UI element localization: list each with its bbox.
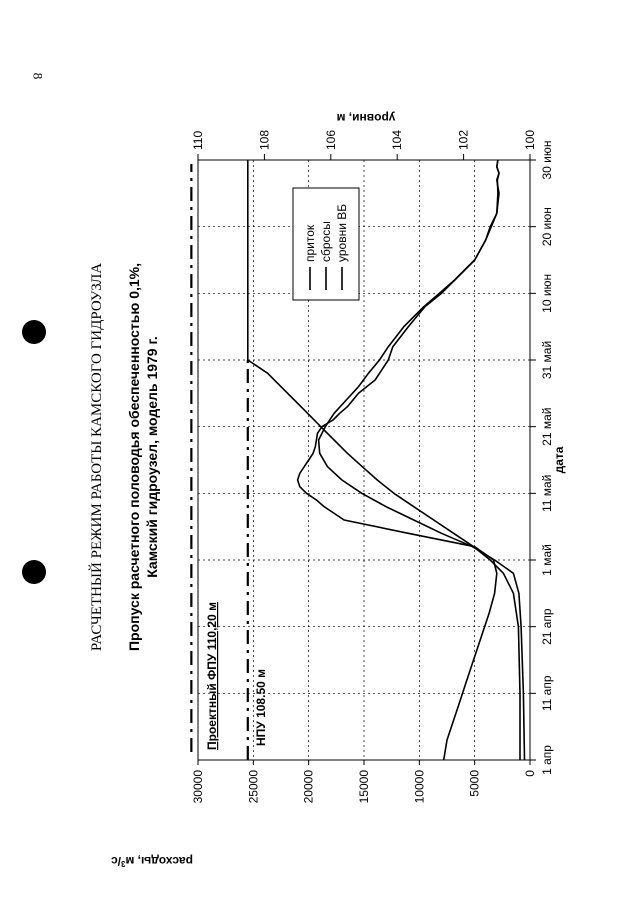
right-axis-tick-label: 108 <box>257 129 272 150</box>
left-axis-tick-label: 0 <box>523 770 537 777</box>
date-axis-tick-label: 21 май <box>540 407 554 446</box>
date-axis-tick-label: 1 май <box>540 544 554 576</box>
left-axis-tick-label: 15000 <box>357 770 371 804</box>
fpu-label-text: Проектный ФПУ 110,20 м <box>205 602 219 750</box>
date-axis-tick-label: 21 апр <box>540 608 554 645</box>
legend-label: сбросы <box>319 221 333 262</box>
legend <box>293 188 359 300</box>
series-layer <box>248 160 525 760</box>
left-axis-tick-label: 25000 <box>246 770 261 804</box>
right-axis-tick-label: 102 <box>456 129 471 150</box>
annotation-layer <box>191 164 268 760</box>
date-axis-tick-label: 30 июн <box>540 140 554 180</box>
x-axis-title: дата <box>552 446 566 474</box>
left-axis-tick-label: 30000 <box>191 770 205 804</box>
date-axis-tick-label: 11 апр <box>540 675 554 712</box>
tick-layer <box>191 130 554 804</box>
right-axis-tick-label: 100 <box>523 129 537 150</box>
left-axis-tick-label: 20000 <box>301 770 316 804</box>
legend-label: приток <box>303 224 317 262</box>
legend-label: уровни ВБ <box>335 203 349 262</box>
fpu-label <box>205 602 219 750</box>
date-axis-tick-label: 10 июн <box>540 273 554 313</box>
right-axis-title: уровни, м <box>336 111 396 125</box>
chart-title-line1: Пропуск расчетного половодья обеспеченностью 0,1%, <box>126 262 142 652</box>
series-level-line <box>248 160 520 760</box>
page-heading: РАСЧЕТНЫЙ РЕЖИМ РАБОТЫ КАМСКОГО ГИДРОУЗЛА <box>89 262 105 652</box>
date-axis-tick-label: 20 июн <box>540 207 554 247</box>
date-axis-tick-label: 1 апр <box>540 745 554 775</box>
page-number: 8 <box>30 72 46 80</box>
right-axis-tick-label: 106 <box>323 129 338 150</box>
right-axis-tick-label: 110 <box>191 130 205 150</box>
date-axis-tick-label: 31 май <box>540 340 554 380</box>
date-axis-tick-label: 11 май <box>540 474 554 513</box>
left-axis-tick-label: 5000 <box>467 770 482 797</box>
npu-label: НПУ 108.50 м <box>254 668 268 746</box>
right-axis-tick-label: 104 <box>390 129 405 150</box>
left-axis-title: расходы, $м^3/с$ <box>111 854 193 869</box>
chart-title-line2: Камский гидроузел, модель 1979 г. <box>144 336 160 578</box>
left-axis-tick-label: 10000 <box>412 770 427 804</box>
